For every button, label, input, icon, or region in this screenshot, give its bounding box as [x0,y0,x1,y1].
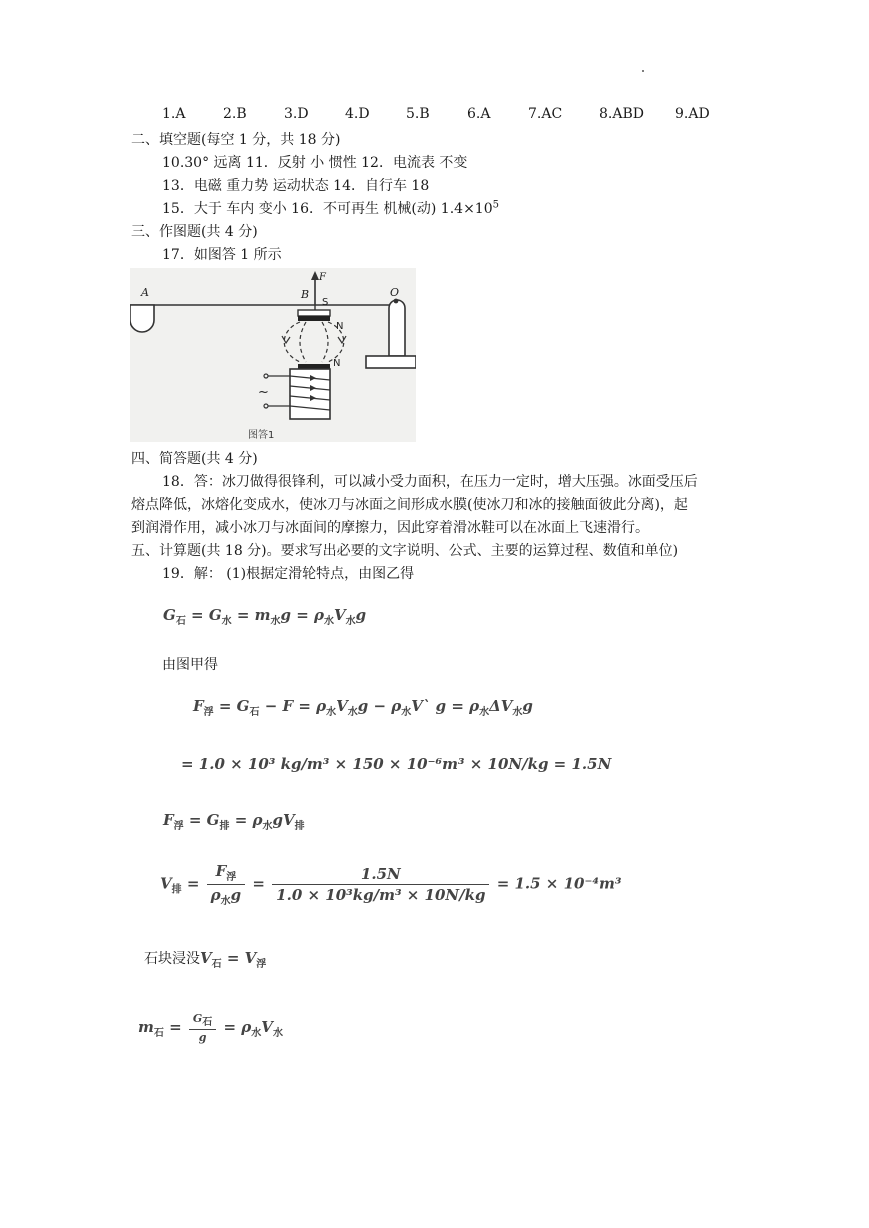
answer-figure-1 [130,268,416,442]
q18-answer-line: 熔点降低，冰熔化变成水，使冰刀与冰面之间形成水膜(使冰刀和冰的接触面彼此分离)，起 [131,497,688,513]
label-n-bottom: N [333,358,341,369]
mc-answer: 6.A [467,106,491,122]
fill-answer-line: 13．电磁 重力势 运动状态 14．自行车 18 [162,178,430,194]
equation-buoyancy-value: = 1.0 × 10³ kg/m³ × 150 × 10⁻⁶m³ × 10N/kg = 1.5N [181,755,612,773]
label-f: F [319,272,326,283]
q18-answer-line: 到润滑作用，减小冰刀与冰面间的摩擦力，因此穿着滑冰鞋可以在冰面上飞速滑行。 [131,520,649,536]
mc-answer: 2.B [223,106,247,122]
section-heading-fill: 二、填空题(每空 1 分，共 18 分) [131,132,341,148]
section-heading-draw: 三、作图题(共 4 分) [131,224,258,240]
magnet-n [298,316,330,321]
figure-caption: 图答1 [248,430,275,441]
label-n-top: N [336,321,344,332]
lever-electromagnet-diagram [130,268,416,442]
fill-answer-exponent: 5 [492,199,499,211]
q19-intro: 19．解： (1)根据定滑轮特点，由图乙得 [162,566,415,582]
magnet-s [298,310,330,316]
label-a: A [141,286,149,299]
q18-answer-line: 18．答：冰刀做得很锋利，可以减小受力面积，在压力一定时，增大压强。冰面受压后 [162,474,698,490]
field-lines [284,322,344,362]
pivot-o [394,299,399,304]
section-heading-short: 四、简答题(共 4 分) [131,451,258,467]
mc-answer: 7.AC [528,106,563,122]
q17-answer: 17．如图答 1 所示 [162,247,282,263]
weight-a [130,305,154,332]
from-figure-jia: 由图甲得 [162,657,218,673]
mc-answer: 1.A [162,106,186,122]
page-dot [642,70,644,72]
equation-stone-weight: $G_石 = G_水 = m_水g = \rho_水V_水g$ [163,606,367,627]
fill-answer-line: 10.30° 远离 11．反射 小 惯性 12．电流表 不变 [162,155,468,171]
pivot-stand [389,300,405,356]
fill-answer-line [162,198,499,218]
equation-stone-mass: $m_石$ = $\frac{G_石}{g}$ = $\rho_水V_水$ [138,1012,283,1045]
label-b: B [301,288,310,301]
fill-answer-text: 15．大于 车内 变小 16．不可再生 机械(动) 1.4×10 [162,201,493,217]
ac-source-symbol: ~ [258,385,269,400]
equation-displaced-volume: $V_排$ = $\frac{F_浮}{\rho_水g}$ = $\frac{1.5N}{\text{1.0 × 10³kg/m³ × 10N/kg}}$ = 1.5 × 10⁻⁴m³ [160,862,622,907]
mc-answer: 3.D [284,106,309,122]
stand-base [366,356,416,368]
stone-submerged-line: 石块浸没$V_石 = V_浮$ [144,949,267,970]
mc-answer: 8.ABD [599,106,644,122]
section-heading-calc: 五、计算题(共 18 分)。要求写出必要的文字说明、公式、主要的运算过程、数值和单位) [131,543,679,559]
force-arrow [311,271,319,280]
mc-answer: 5.B [406,106,430,122]
equation-buoyancy: $F_浮 = G_石 - F = \rho_水V_水g$ − $\rho_水V`$ $g = \rho_水\Delta V_水g$ [193,697,533,718]
label-s: S [322,297,329,308]
equation-archimedes: $F_浮 = G_排 = \rho_水gV_排$ [163,811,305,832]
label-o: O [390,286,400,299]
mc-answer: 4.D [345,106,370,122]
mc-answer: 9.AD [675,106,710,122]
